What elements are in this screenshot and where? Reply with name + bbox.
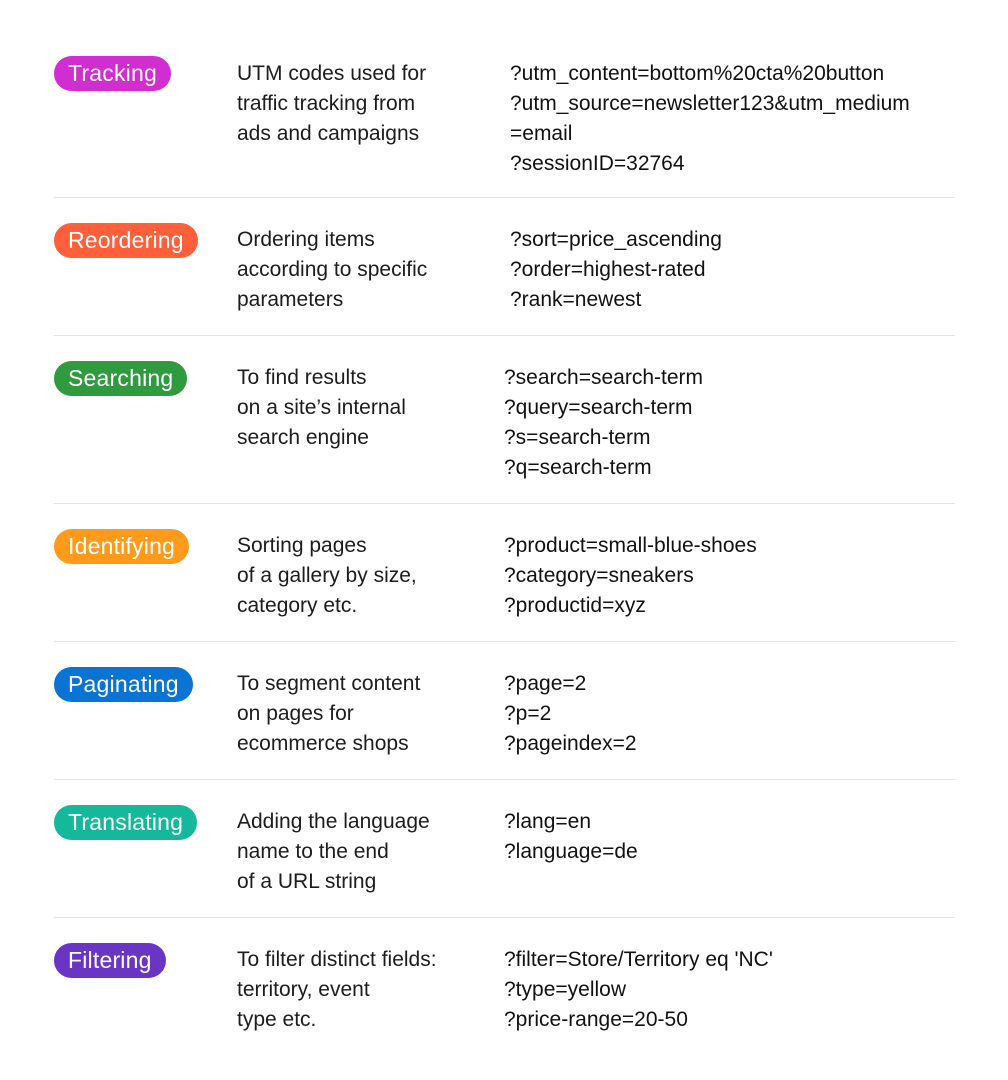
table-row	[54, 780, 955, 918]
parameter-example: ?p=2	[504, 702, 552, 725]
row-description	[237, 807, 497, 897]
row-parameters	[510, 225, 722, 315]
parameter-example: ?utm_content=bottom%20cta%20button	[510, 62, 885, 85]
description-line: ads and campaigns	[237, 122, 420, 145]
parameter-example: ?s=search-term	[504, 426, 651, 449]
description-line: on a site’s internal	[237, 396, 406, 419]
description-line: search engine	[237, 426, 369, 449]
parameter-example: ?q=search-term	[504, 456, 652, 479]
description-line: type etc.	[237, 1008, 317, 1031]
description-line: parameters	[237, 288, 344, 311]
row-description	[237, 59, 497, 149]
description-line: To segment content	[237, 672, 421, 695]
parameter-example: ?sessionID=32764	[510, 152, 685, 175]
parameter-example: ?lang=en	[504, 810, 592, 833]
description-line: of a gallery by size,	[237, 564, 417, 587]
description-line: category etc.	[237, 594, 358, 617]
parameter-example: ?rank=newest	[510, 288, 642, 311]
parameter-example: ?order=highest-rated	[510, 258, 706, 281]
row-description	[237, 945, 497, 1035]
description-line: name to the end	[237, 840, 389, 863]
parameter-example: ?sort=price_ascending	[510, 228, 722, 251]
description-line: To find results	[237, 366, 367, 389]
table-row	[54, 918, 955, 1048]
parameter-example: ?filter=Store/Territory eq 'NC'	[504, 948, 773, 971]
parameter-example: ?language=de	[504, 840, 638, 863]
row-parameters	[504, 669, 637, 759]
row-parameters	[504, 807, 638, 867]
parameter-example: ?productid=xyz	[504, 594, 646, 617]
parameter-example: ?utm_source=newsletter123&utm_medium	[510, 92, 910, 115]
table-row	[54, 198, 955, 336]
row-description	[237, 531, 497, 621]
description-line: on pages for	[237, 702, 354, 725]
parameter-example: ?search=search-term	[504, 366, 703, 389]
parameter-example: ?price-range=20-50	[504, 1008, 688, 1031]
parameter-example: ?page=2	[504, 672, 587, 695]
description-line: of a URL string	[237, 870, 377, 893]
description-line: Ordering items	[237, 228, 375, 251]
description-line: traffic tracking from	[237, 92, 416, 115]
parameter-example: ?type=yellow	[504, 978, 626, 1001]
parameter-table	[54, 56, 955, 1048]
row-parameters	[504, 363, 703, 483]
description-line: To filter distinct fields:	[237, 948, 437, 971]
row-description	[237, 669, 497, 759]
category-badge: Translating	[54, 805, 197, 840]
table-row	[54, 504, 955, 642]
parameter-example: ?category=sneakers	[504, 564, 694, 587]
row-parameters	[504, 945, 773, 1035]
description-line: UTM codes used for	[237, 62, 427, 85]
row-parameters	[510, 59, 910, 179]
parameter-example: =email	[510, 122, 573, 145]
parameter-example: ?pageindex=2	[504, 732, 637, 755]
category-badge: Filtering	[54, 943, 166, 978]
parameter-example: ?product=small-blue-shoes	[504, 534, 757, 557]
description-line: ecommerce shops	[237, 732, 409, 755]
table-row	[54, 336, 955, 504]
row-description	[237, 225, 497, 315]
category-badge: Identifying	[54, 529, 189, 564]
description-line: according to specific	[237, 258, 428, 281]
category-badge: Searching	[54, 361, 187, 396]
description-line: Adding the language	[237, 810, 430, 833]
row-parameters	[504, 531, 757, 621]
table-row	[54, 642, 955, 780]
category-badge: Tracking	[54, 56, 171, 91]
parameter-example: ?query=search-term	[504, 396, 693, 419]
row-description	[237, 363, 497, 453]
description-line: territory, event	[237, 978, 370, 1001]
category-badge: Reordering	[54, 223, 198, 258]
category-badge: Paginating	[54, 667, 193, 702]
description-line: Sorting pages	[237, 534, 367, 557]
table-row	[54, 56, 955, 198]
